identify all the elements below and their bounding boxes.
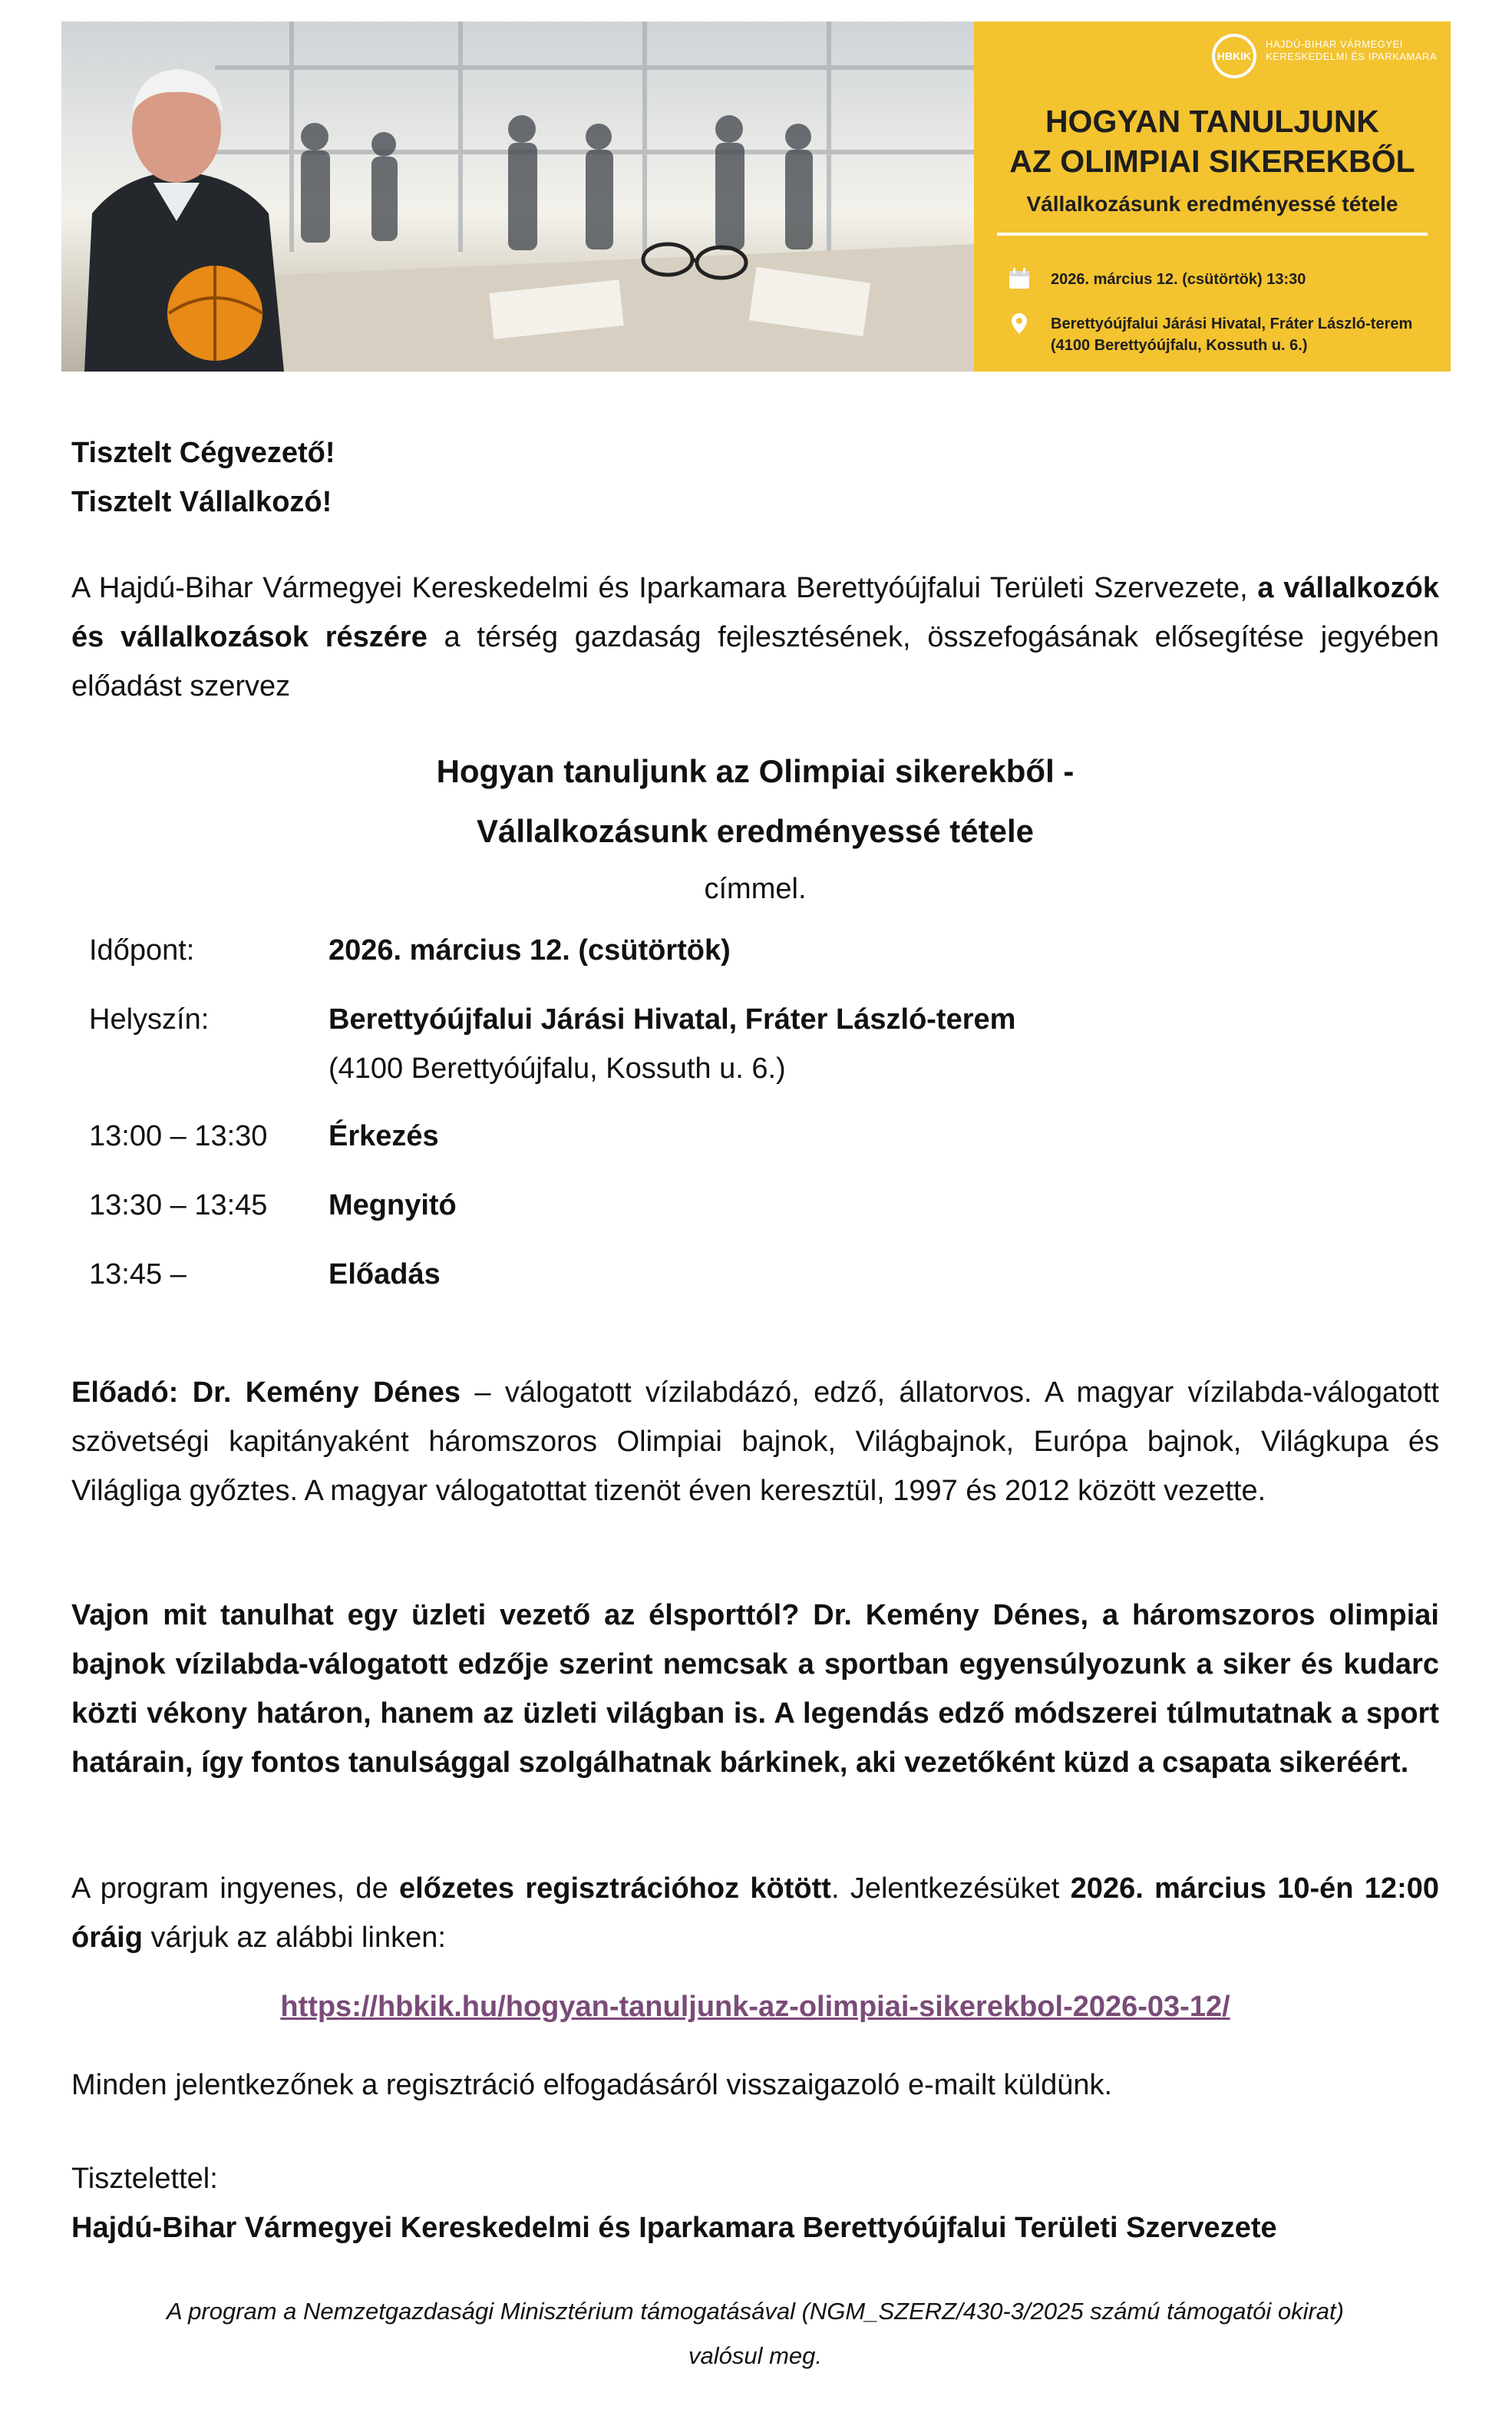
banner-location: Berettyóújfalui Járási Hivatal, Fráter László-terem (4100 Berettyóújfalu, Kossuth u. 6.) — [1051, 316, 1413, 354]
banner-subtitle: Vállalkozásunk eredményessé tétele — [1026, 192, 1398, 216]
registration-link-row — [71, 1982, 1439, 2031]
place-label: Helyszín: — [89, 1003, 210, 1036]
closing-salutation: Tisztelettel: — [71, 2163, 218, 2195]
footer-note — [71, 2289, 1439, 2378]
time-label: Időpont: — [89, 934, 195, 967]
banner-panel — [974, 21, 1451, 372]
closing — [71, 2154, 1439, 2252]
event-title — [71, 742, 1439, 917]
banner-title-line1: HOGYAN TANULJUNK — [1045, 104, 1380, 139]
registration-bold-1: előzetes regisztrációhoz kötött — [399, 1872, 831, 1905]
intro-text-1: A Hajdú-Bihar Vármegyei Kereskedelmi és Iparkamara Berettyóújfalui Területi Szervezete, — [71, 572, 1258, 604]
place-address: (4100 Berettyóújfalu, Kossuth u. 6.) — [328, 1053, 786, 1085]
place-value-block — [328, 995, 1015, 1093]
banner-divider — [997, 233, 1428, 236]
greeting-line1: Tisztelt Cégvezető! — [71, 437, 335, 469]
banner-title — [974, 101, 1451, 181]
highlight-paragraph: Vajon mit tanulhat egy üzleti vezető az élsporttól? Dr. Kemény Dénes, a háromszoros olimpiai bajnok vízilabda-válogatott edzője szerint nemcsak a sportban egyensúlyozunk a siker és kudarc közti vékony határon, hanem az üzleti világban is. A legendás edző módszerei túlmutatnak a sport határain, így fontos tanulsággal szolgálhatnak bárkinek, aki vezetőként küzd a csapata sikeréért. — [71, 1599, 1439, 1779]
event-title-suffix: címmel. — [704, 873, 807, 905]
location-pin-icon — [1008, 312, 1031, 335]
agenda-item: Előadás — [328, 1258, 441, 1291]
registration-deadline: 2026. március 10-én 12:00 óráig — [71, 1872, 1439, 1954]
footer-line1: A program a Nemzetgazdasági Minisztérium támogatásával (NGM_SZERZ/430-3/2025 számú támogatói okirat) — [167, 2298, 1344, 2325]
logo-text: HAJDÚ-BIHAR VÁRMEGYEI KERESKEDELMI ÉS IPARKAMARA — [1266, 38, 1437, 62]
greeting — [71, 428, 1439, 527]
banner-photo — [61, 21, 974, 372]
agenda-time: 13:30 – 13:45 — [89, 1189, 268, 1221]
agenda-time: 13:45 – — [89, 1258, 187, 1291]
registration-paragraph — [71, 1864, 1439, 1962]
speaker-label: Előadó: Dr. Kemény Dénes — [71, 1376, 461, 1409]
agenda-item: Megnyitó — [328, 1189, 457, 1221]
speaker-portrait — [84, 69, 284, 372]
chamber-logo — [1212, 34, 1442, 83]
footer-line2: valósul meg. — [688, 2342, 823, 2369]
intro-bold: a vállalkozók és vállalkozások részére — [71, 572, 1439, 653]
office-people-illustration — [61, 21, 974, 372]
registration-text-3: várjuk az alábbi linken: — [142, 1922, 446, 1954]
speaker-description: – válogatott vízilabdázó, edző, állatorvos. A magyar vízilabda-válogatott szövetségi kapitányaként háromszoros Olimpiai bajnok, Világbajnok, Európa bajnok, Világkupa és Világliga győztes. A magyar válogatottat tizenöt éven keresztül, 1997 és 2012 között vezette. — [71, 1376, 1439, 1507]
banner-date: 2026. március 12. (csütörtök) 13:30 — [1051, 271, 1306, 288]
registration-text-2: . Jelentkezésüket — [830, 1872, 1071, 1905]
registration-link[interactable]: https://hbkik.hu/hogyan-tanuljunk-az-olimpiai-sikerekbol-2026-03-12/ — [280, 1991, 1230, 2023]
intro-text-2: a térség gazdaság fejlesztésének, összefogásának elősegítése jegyében előadást szervez — [71, 621, 1439, 702]
speaker-paragraph — [71, 1368, 1439, 1515]
place-value: Berettyóújfalui Járási Hivatal, Fráter László-terem — [328, 1003, 1016, 1036]
registration-text-1: A program ingyenes, de — [71, 1872, 400, 1905]
logo-circle: HBKIK — [1212, 34, 1256, 78]
confirmation-text: Minden jelentkezőnek a regisztráció elfogadásáról visszaigazoló e-mailt küldünk. — [71, 2069, 1113, 2101]
calendar-icon — [1008, 267, 1031, 290]
agenda-item: Érkezés — [328, 1120, 439, 1152]
banner-title-line2: AZ OLIMPIAI SIKEREKBŐL — [1009, 144, 1415, 179]
time-value: 2026. március 12. (csütörtök) — [328, 934, 731, 967]
intro-paragraph — [71, 563, 1439, 711]
closing-signature: Hajdú-Bihar Vármegyei Kereskedelmi és Iparkamara Berettyóújfalui Területi Szervezete — [71, 2212, 1277, 2244]
event-title-line1: Hogyan tanuljunk az Olimpiai sikerekből - — [436, 753, 1075, 789]
event-title-line2: Vállalkozásunk eredményessé tétele — [476, 813, 1035, 849]
greeting-line2: Tisztelt Vállalkozó! — [71, 486, 332, 518]
agenda-time: 13:00 – 13:30 — [89, 1120, 268, 1152]
event-banner — [61, 21, 1451, 372]
